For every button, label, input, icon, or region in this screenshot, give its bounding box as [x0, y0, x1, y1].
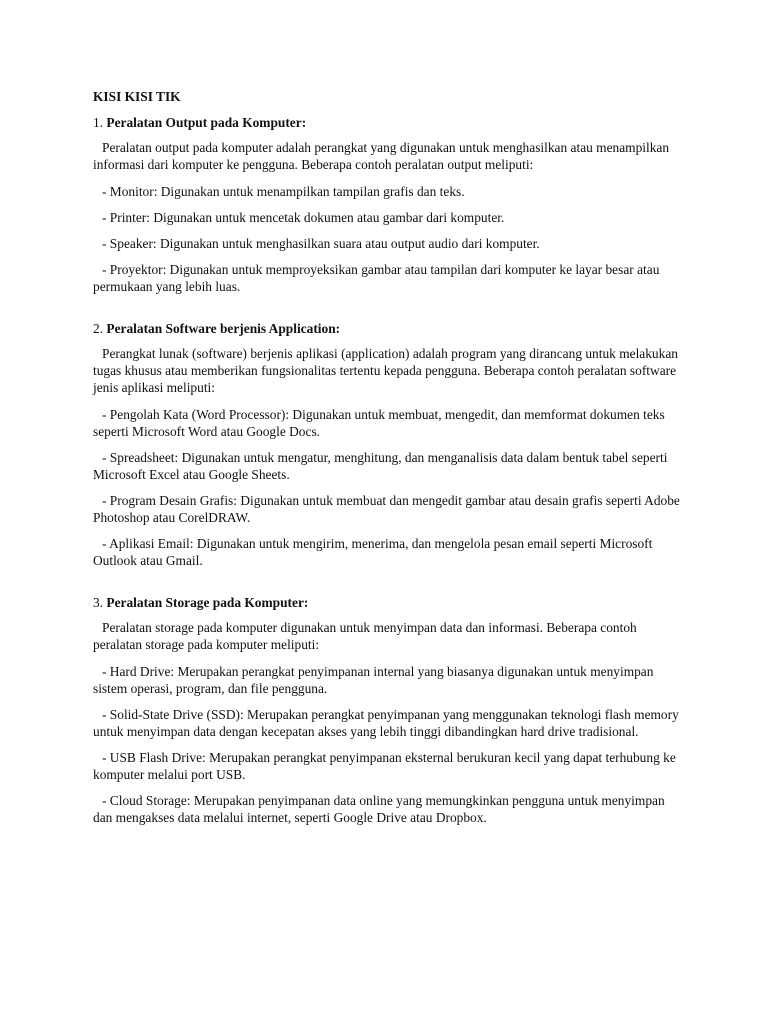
list-item: - Spreadsheet: Digunakan untuk mengatur, menghitung, dan menganalisis data dalam bentuk tabel seperti Microsoft Excel atau Google Sheets.	[93, 450, 668, 482]
section-output	[93, 114, 683, 295]
list-item: - Hard Drive: Merupakan perangkat penyimpanan internal yang biasanya digunakan untuk menyimpan sistem operasi, program, dan file pengguna.	[93, 664, 654, 696]
section-storage	[93, 594, 683, 826]
list-item: - Printer: Digunakan untuk mencetak dokumen atau gambar dari komputer.	[102, 210, 505, 225]
section-intro: Perangkat lunak (software) berjenis aplikasi (application) adalah program yang dirancang untuk melakukan tugas khusus atau memberikan fungsionalitas tertentu kepada pengguna. Beberapa contoh peralatan software jenis aplikasi meliputi:	[93, 346, 678, 395]
list-item: - Cloud Storage: Merupakan penyimpanan data online yang memungkinkan pengguna untuk menyimpan dan mengakses data melalui internet, seperti Google Drive atau Dropbox.	[93, 793, 665, 825]
document-page	[93, 88, 683, 835]
list-item: - Proyektor: Digunakan untuk memproyeksikan gambar atau tampilan dari komputer ke layar besar atau permukaan yang lebih luas.	[93, 262, 660, 294]
section-number: 3.	[93, 595, 104, 610]
list-item: - USB Flash Drive: Merupakan perangkat penyimpanan eksternal berukuran kecil yang dapat terhubung ke komputer melalui port USB.	[93, 750, 676, 782]
section-intro: Peralatan output pada komputer adalah perangkat yang digunakan untuk menghasilkan atau menampilkan informasi dari komputer ke pengguna. Beberapa contoh peralatan output meliputi:	[93, 140, 670, 172]
list-item: - Solid-State Drive (SSD): Merupakan perangkat penyimpanan yang menggunakan teknologi flash memory untuk menyimpan data dengan kecepatan akses yang lebih tinggi dibandingkan hard drive tradisional.	[93, 707, 679, 739]
section-heading	[93, 594, 683, 611]
list-item: - Monitor: Digunakan untuk menampilkan tampilan grafis dan teks.	[102, 184, 465, 199]
section-title: Peralatan Software berjenis Application:	[106, 321, 341, 336]
section-title: Peralatan Storage pada Komputer:	[106, 595, 309, 610]
list-item: - Program Desain Grafis: Digunakan untuk membuat dan mengedit gambar atau desain grafis seperti Adobe Photoshop atau CorelDRAW.	[93, 493, 680, 525]
section-title: Peralatan Output pada Komputer:	[106, 115, 307, 130]
list-item: - Aplikasi Email: Digunakan untuk mengirim, menerima, dan mengelola pesan email seperti Microsoft Outlook atau Gmail.	[93, 536, 653, 568]
section-number: 1.	[93, 115, 104, 130]
list-item: - Speaker: Digunakan untuk menghasilkan suara atau output audio dari komputer.	[102, 236, 540, 251]
document-title: KISI KISI TIK	[93, 89, 181, 104]
section-number: 2.	[93, 321, 104, 336]
section-intro: Peralatan storage pada komputer digunakan untuk menyimpan data dan informasi. Beberapa contoh peralatan storage pada komputer meliputi:	[93, 620, 637, 652]
section-software	[93, 320, 683, 569]
section-heading	[93, 114, 683, 131]
list-item: - Pengolah Kata (Word Processor): Digunakan untuk membuat, mengedit, dan memformat dokumen teks seperti Microsoft Word atau Google Docs.	[93, 407, 665, 439]
section-heading	[93, 320, 683, 337]
